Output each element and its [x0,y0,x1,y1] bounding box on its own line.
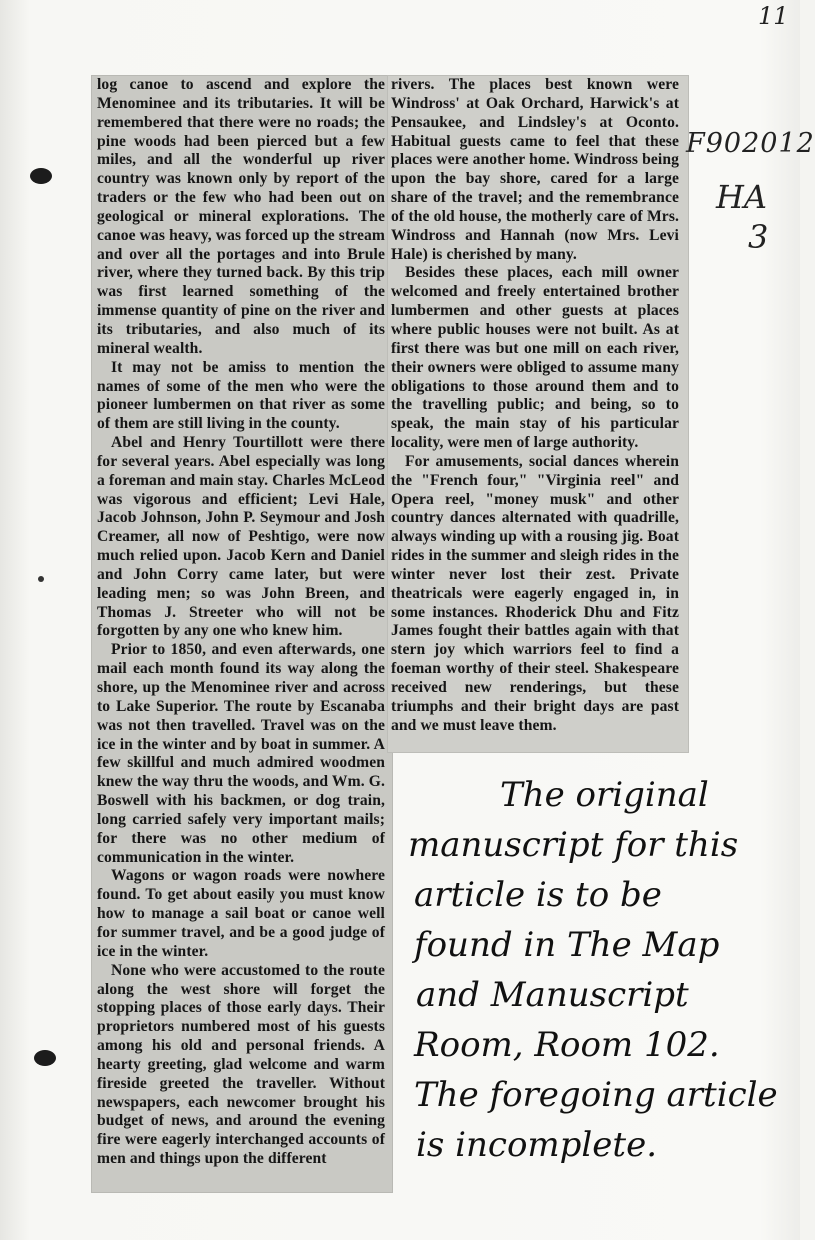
article-paragraph: Abel and Henry Tourtillott were there for several years. Abel especially was long a foreman and main stay. Charles McLeod was vigorous and efficient; Levi Hale, Jacob Johnson, John P. Seymour and Josh Creamer, all now of Peshtigo, were now much relied upon. Jacob Kern and Daniel and John Corry came later, but were leading men; so was John Breen, and Thomas J. Streeter who will not be forgotten by any one who knew him. [97,434,385,640]
article-paragraph: Prior to 1850, and even afterwards, one mail each month found its way along the shore, up the Menominee river and across to Lake Superior. The route by Escanaba was not then travelled. Travel was on the ice in the winter and by boat in summer. A few skillful and much admired woodmen knew the way thru the woods, and Wm. G. Boswell with his backmen, or dog train, long carried safely very important mails; for there was no other medium of communication in the winter. [97,641,385,866]
folder-code: HA [716,178,768,216]
note-line: article is to be [414,875,662,915]
note-line: Room, Room 102. [414,1025,720,1065]
note-line: The original [500,775,709,815]
page-number: 11 [758,2,789,30]
article-paragraph: Wagons or wagon roads were nowhere found. To get about easily you must know how to manage a sail boat or canoe well for summer travel, and be a good judge of ice in the winter. [97,867,385,960]
stray-mark [38,576,44,582]
article-paragraph: For amusements, social dances wherein the "French four," "Virginia reel" and Opera reel, "money musk" and other country dances alternated with quadrille, always winding up with a rousing jig. Boat rides in the summer and sleigh rides in the winter never lost their zest. Private theatricals were eagerly engaged in, in some instances. Rhoderick Dhu and Fitz James fought their battles again with that stern joy which warriors feel to find a foeman worthy of their steel. Shakespeare received new renderings, but these triumphs and their bright days are past and we must leave them. [391,452,679,734]
binder-hole-bottom [34,1050,56,1066]
handwritten-note [408,770,778,1170]
binder-hole-top [30,168,52,184]
article-paragraph: rivers. The places best known were Windross' at Oak Orchard, Harwick's at Pensaukee, and Lindsley's at Oconto. Habitual guests came to feel that these places were another home. Windross being upon the bay shore, cared for a large share of the travel; and the remembrance of the old house, the motherly care of Mrs. Windross and Hannah (now Mrs. Levi Hale) is cherished by many. [391,76,679,263]
note-line: manuscript for this [408,825,739,865]
article-column-left [97,76,385,1169]
article-paragraph: None who were accustomed to the route along the west shore will forget the stopping places of those early days. Their proprietors numbered most of his guests among his old and personal friends. A hearty greeting, glad welcome and warm fireside greeted the traveller. Without newspapers, each newcomer brought his budget of news, and around the evening fire were eagerly interchanged accounts of men and things upon the different [97,961,385,1168]
note-line: is incomplete. [416,1125,658,1165]
article-paragraph: It may not be amiss to mention the names of some of the men who were the pioneer lumbermen on that river as some of them are still living in the county. [97,358,385,433]
article-paragraph: log canoe to ascend and explore the Menominee and its tributaries. It will be remembered that there were no roads; the pine woods had been pierced but a few miles, and all the wonderful up river country was known only by report of the traders or the few who had been out on geological or mineral explorations. The canoe was heavy, was forced up the stream and over all the portages and into Brule river, where they turned back. By this trip was first learned something of the immense quantity of pine on the river and its tributaries, and also much of its mineral wealth. [97,76,385,357]
sheet-number: 3 [748,218,769,256]
note-line: found in The Map [414,925,720,965]
article-paragraph: Besides these places, each mill owner welcomed and freely entertained brother lumbermen and other guests at places where public houses were not built. As at first there was but one mill on each river, their owners were obliged to assume many obligations to those around them and to the travelling public; and being, so to speak, the main stay of his particular locality, were men of large authority. [391,264,679,452]
note-line: The foregoing article [414,1075,778,1115]
catalog-code: F902012 [686,128,815,159]
note-line: and Manuscript [416,975,689,1015]
article-column-right [391,76,679,736]
